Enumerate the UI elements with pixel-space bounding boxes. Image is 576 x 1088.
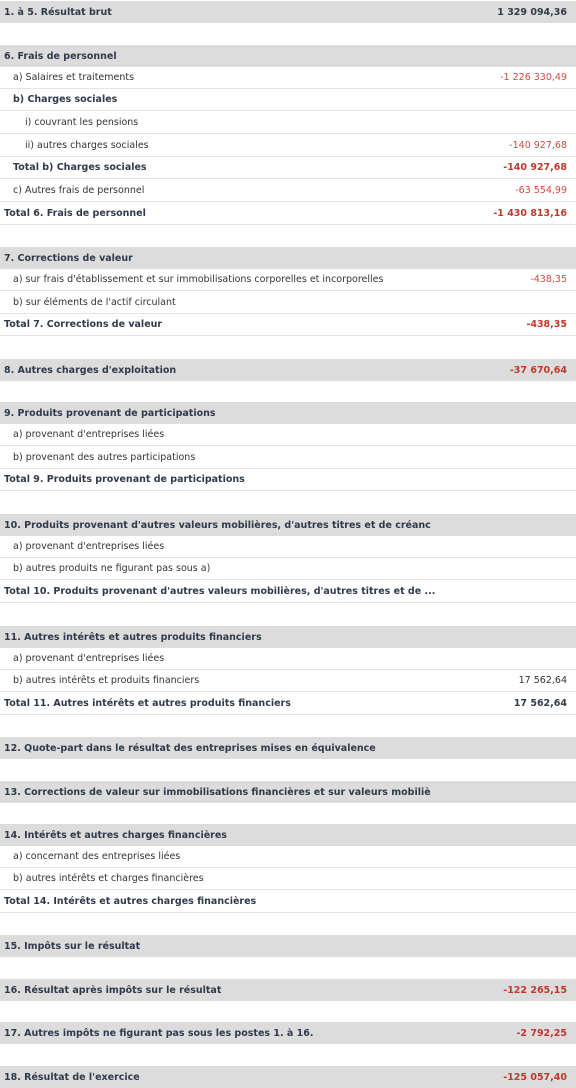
row-label: a) provenant d'entreprises liées (13, 541, 165, 552)
section-header-row (0, 1022, 576, 1044)
line-item-row (0, 868, 576, 890)
row-label: b) autres produits ne figurant pas sous a) (13, 563, 211, 574)
row-amount: 17 562,64 (518, 675, 567, 686)
row-label: 17. Autres impôts ne figurant pas sous les postes 1. à 16. (4, 1027, 314, 1039)
section-header-row (0, 45, 576, 67)
line-item-row (0, 558, 576, 580)
row-label: 18. Résultat de l'exercice (4, 1071, 140, 1083)
section-header-row (0, 824, 576, 846)
line-item-row (0, 67, 576, 89)
row-amount: -438,35 (526, 319, 567, 330)
total-row (0, 314, 576, 336)
row-label: Total 9. Produits provenant de participations (4, 474, 245, 485)
total-row (0, 891, 576, 913)
line-item-row (0, 670, 576, 692)
row-label: b) provenant des autres participations (13, 452, 196, 463)
row-amount: -140 927,68 (509, 140, 567, 151)
row-label: 7. Corrections de valeur (4, 252, 133, 264)
row-label: Total 14. Intérêts et autres charges financières (4, 896, 257, 907)
section-header-row (0, 1, 576, 23)
row-label: b) sur éléments de l'actif circulant (13, 297, 176, 308)
section-header-row (0, 514, 576, 536)
line-item-row (0, 447, 576, 469)
line-item-row (0, 536, 576, 558)
line-item-row (0, 648, 576, 670)
row-label: 11. Autres intérêts et autres produits financiers (4, 631, 262, 643)
total-row (0, 581, 576, 603)
row-amount: 1 329 094,36 (497, 6, 567, 18)
section-header-row (0, 1066, 576, 1088)
line-item-row (0, 112, 576, 134)
row-label: Total 11. Autres intérêts et autres produits financiers (4, 698, 291, 709)
line-item-row (0, 180, 576, 202)
section-header-row (0, 402, 576, 424)
row-label: Total 6. Frais de personnel (4, 208, 146, 219)
row-label: b) autres intérêts et produits financiers (13, 675, 200, 686)
row-amount: -140 927,68 (503, 162, 567, 173)
row-label: b) autres intérêts et charges financières (13, 873, 204, 884)
row-label: 16. Résultat après impôts sur le résultat (4, 984, 222, 996)
row-label: b) Charges sociales (13, 94, 118, 105)
row-label: a) sur frais d'établissement et sur immobilisations corporelles et incorporelles (13, 274, 384, 285)
line-item-row (0, 846, 576, 868)
line-item-row (0, 292, 576, 314)
line-item-row (0, 89, 576, 111)
row-amount: -1 430 813,16 (493, 208, 567, 219)
section-header-row (0, 781, 576, 803)
row-amount: -1 226 330,49 (500, 72, 567, 83)
row-amount: 17 562,64 (513, 698, 567, 709)
total-row (0, 469, 576, 491)
section-header-row (0, 626, 576, 648)
section-header-row (0, 979, 576, 1001)
row-label: 9. Produits provenant de participations (4, 407, 216, 419)
section-header-row (0, 359, 576, 381)
row-label: a) concernant des entreprises liées (13, 851, 181, 862)
row-label: 8. Autres charges d'exploitation (4, 364, 177, 376)
section-header-row (0, 247, 576, 269)
row-amount: -63 554,99 (515, 185, 567, 196)
row-label: Total b) Charges sociales (13, 162, 147, 173)
row-label: a) provenant d'entreprises liées (13, 653, 165, 664)
row-label: 6. Frais de personnel (4, 50, 117, 62)
section-header-row (0, 737, 576, 759)
section-header-row (0, 935, 576, 957)
row-label: c) Autres frais de personnel (13, 185, 145, 196)
row-label: Total 10. Produits provenant d'autres valeurs mobilières, d'autres titres et de ... (4, 586, 436, 597)
row-label: a) provenant d'entreprises liées (13, 429, 165, 440)
row-amount: -122 265,15 (503, 984, 567, 996)
line-item-row (0, 269, 576, 291)
row-label: 15. Impôts sur le résultat (4, 940, 141, 952)
row-label: Total 7. Corrections de valeur (4, 319, 163, 330)
line-item-row (0, 135, 576, 157)
total-row (0, 157, 576, 179)
total-row (0, 693, 576, 715)
row-amount: -37 670,64 (509, 364, 567, 376)
line-item-row (0, 424, 576, 446)
row-amount: -125 057,40 (503, 1071, 567, 1083)
row-label: 10. Produits provenant d'autres valeurs mobilières, d'autres titres et de créanc (4, 519, 431, 531)
total-row (0, 203, 576, 225)
row-label: ii) autres charges sociales (25, 140, 149, 151)
row-label: 13. Corrections de valeur sur immobilisations financières et sur valeurs mobiliè (4, 786, 431, 798)
row-label: 14. Intérêts et autres charges financières (4, 829, 227, 841)
row-label: a) Salaires et traitements (13, 72, 135, 83)
row-label: i) couvrant les pensions (25, 117, 139, 128)
row-label: 12. Quote-part dans le résultat des entreprises mises en équivalence (4, 742, 376, 754)
row-amount: -438,35 (530, 274, 567, 285)
row-amount: -2 792,25 (516, 1027, 567, 1039)
row-label: 1. à 5. Résultat brut (4, 6, 112, 18)
